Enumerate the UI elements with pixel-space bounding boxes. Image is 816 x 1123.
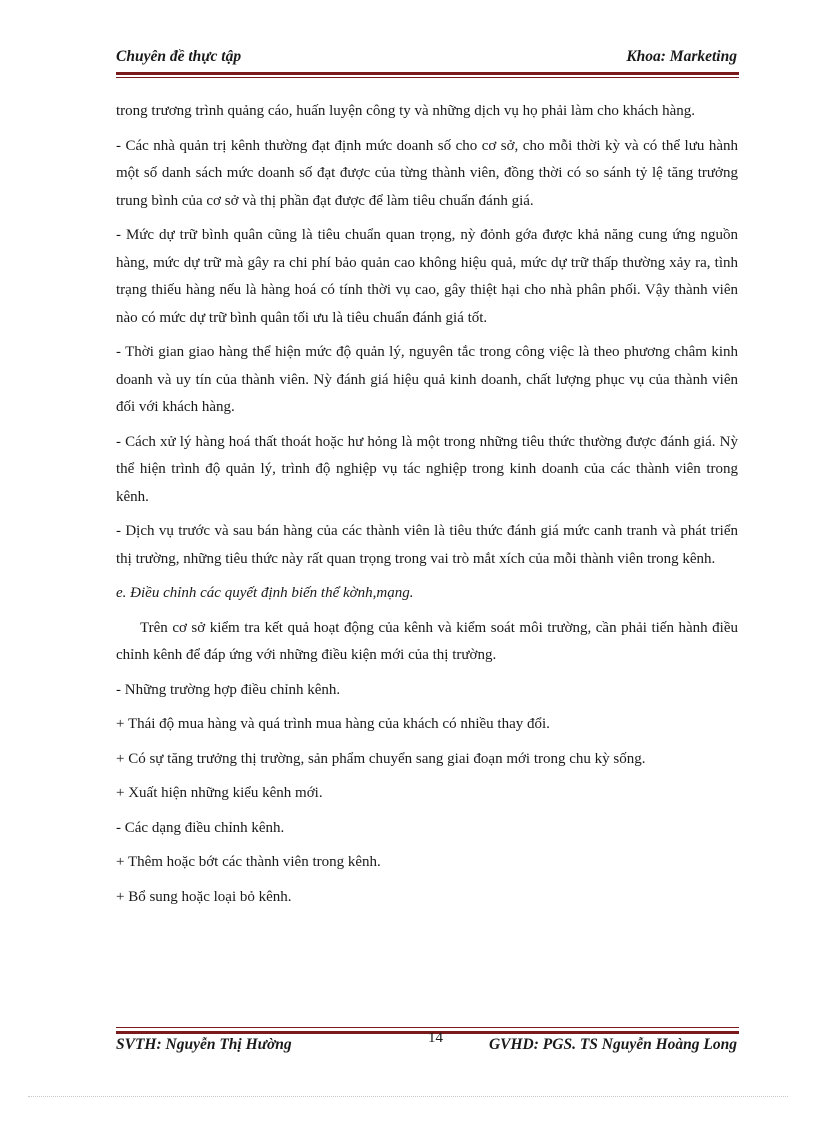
footer-rule-thin: [116, 1027, 739, 1028]
paragraph: - Các nhà quản trị kênh thường đạt định mức doanh số cho cơ sở, cho mỗi thời kỳ và có thể lưu hành một số danh sách mức doanh số đạt được của từng thành viên, đồng thời có so sánh tỷ lệ tăng trưởng trung bình của cơ sở và thị phần đạt được để làm tiêu chuẩn đánh giá.: [116, 137, 738, 209]
document-body: [116, 98, 738, 918]
paragraph: trong trương trình quảng cáo, huấn luyện công ty và những dịch vụ họ phải làm cho khách hàng.: [116, 103, 696, 119]
paragraph: - Thời gian giao hàng thể hiện mức độ quản lý, nguyên tắc trong công việc là theo phương châm kinh doanh và uy tín của thành viên. Nỳ đánh giá hiệu quả kinh doanh, chất lượng phục vụ của thành viên đối với khách hàng.: [116, 344, 738, 415]
paragraph: - Cách xử lý hàng hoá thất thoát hoặc hư hỏng là một trong những tiêu thức thường được đánh giá. Nỳ thể hiện trình độ quản lý, trình độ nghiệp vụ tác nghiệp trong kinh doanh của các thành viên trong kênh.: [116, 433, 738, 505]
list-item: + Bổ sung hoặc loại bỏ kênh.: [116, 888, 292, 905]
section-subheading: e. Điều chỉnh các quyết định biến thể kờnh,mạng.: [116, 585, 414, 601]
page-footer: [116, 1036, 737, 1058]
list-item: - Các dạng điều chỉnh kênh.: [116, 819, 285, 836]
list-item: + Thêm hoặc bớt các thành viên trong kênh.: [116, 854, 381, 870]
header-rule-thick: [116, 72, 739, 75]
page-header: [116, 48, 737, 70]
footer-advisor-name: GVHD: PGS. TS Nguyễn Hoàng Long: [488, 1036, 737, 1053]
header-right-department: Khoa: Marketing: [626, 48, 737, 65]
footer-student-name: SVTH: Nguyễn Thị Hường: [116, 1036, 292, 1053]
header-rule-thin: [116, 77, 739, 78]
paragraph: Trên cơ sở kiểm tra kết quả hoạt động của kênh và kiểm soát môi trường, cần phải tiến hành điều chỉnh kênh để đáp ứng với những điều kiện mới của thị trường.: [116, 619, 738, 663]
list-item: + Xuất hiện những kiểu kênh mới.: [116, 785, 323, 801]
page-number: 14: [428, 1030, 443, 1046]
header-left-title: Chuyên đề thực tập: [116, 48, 242, 65]
list-item: - Những trường hợp điều chỉnh kênh.: [116, 681, 341, 698]
page-bottom-divider: [28, 1096, 788, 1097]
paragraph: - Dịch vụ trước và sau bán hàng của các thành viên là tiêu thức đánh giá mức canh tranh và phát triển thị trường, những tiêu thức này rất quan trọng trong vai trò mắt xích của mỗi thành viên trong kênh.: [116, 523, 738, 567]
list-item: + Có sự tăng trưởng thị trường, sản phẩm chuyển sang giai đoạn mới trong chu kỳ sống.: [116, 750, 646, 767]
paragraph: - Mức dự trữ bình quân cũng là tiêu chuẩn quan trọng, nỳ đỏnh gớa được khả năng cung ứng nguồn hàng, mức dự trữ mà gây ra chi phí bảo quản cao không hiệu quả, mức dự trữ thấp thường xảy ra, tình trạng thiếu hàng nếu là hàng hoá có tính thời vụ cao, gây thiệt hại cho nhà phân phối. Vậy thành viên nào có mức dự trữ bình quân tối ưu là tiêu chuẩn đánh giá tốt.: [116, 227, 738, 326]
list-item: + Thái độ mua hàng và quá trình mua hàng của khách có nhiều thay đổi.: [116, 716, 550, 732]
